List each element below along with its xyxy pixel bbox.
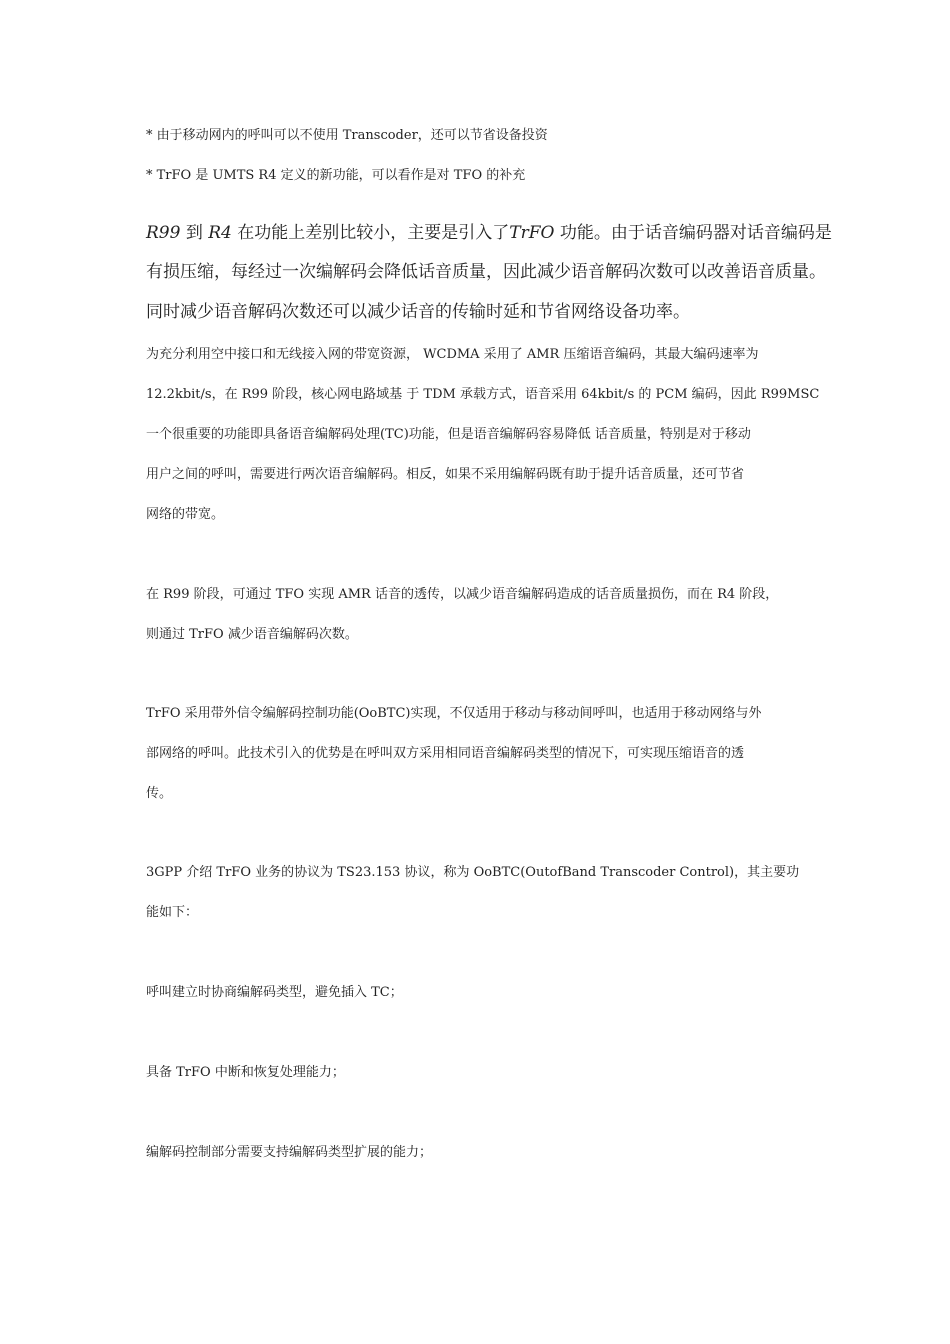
list-item: 编解码控制部分需要支持编解码类型扩展的能力； <box>146 1145 433 1160</box>
paragraph-line: 用户之间的呼叫，需要进行两次语音编解码。相反，如果不采用编解码既有助于提升话音质量，还可节省 <box>146 467 745 482</box>
bullet-line: * TrFO 是 UMTS R4 定义的新功能，可以看作是对 TFO 的补充 <box>146 168 526 183</box>
paragraph-line: TrFO 采用带外信令编解码控制功能(OoBTC)实现，不仅适用于移动与移动间呼叫，也适用于移动网络与外 <box>146 706 762 721</box>
paragraph-line: 为充分利用空中接口和无线接入网的带宽资源， WCDMA 采用了 AMR 压缩语音编码，其最大编码速率为 <box>146 347 759 362</box>
r4-term: R4 <box>208 223 232 243</box>
list-item: 具备 TrFO 中断和恢复处理能力； <box>146 1065 345 1080</box>
paragraph-line: 部网络的呼叫。此技术引入的优势是在呼叫双方采用相同语音编解码类型的情况下，可实现压缩语音的透 <box>146 746 745 761</box>
paragraph-line: 在 R99 阶段，可通过 TFO 实现 AMR 话音的透传，以减少语音编解码造成的话音质量损伤，而在 R4 阶段， <box>146 587 779 602</box>
trfo-term: TrFO <box>509 223 555 243</box>
intro-line-3: 同时减少语音解码次数还可以减少话音的传输时延和节省网络设备功率。 <box>146 302 690 322</box>
paragraph-line: 传。 <box>146 786 173 801</box>
intro-line-1: R99 到 R4 在功能上差别比较小，主要是引入了TrFO 功能。由于话音编码器对话音编码是 <box>146 223 832 243</box>
paragraph-line: 一个很重要的功能即具备语音编解码处理(TC)功能，但是语音编解码容易降低 话音质量，特别是对于移动 <box>146 427 751 442</box>
paragraph-line: 能如下： <box>146 905 199 920</box>
paragraph-line: 12.2kbit/s，在 R99 阶段，核心网电路域基 于 TDM 承载方式，语音采用 64kbit/s 的 PCM 编码，因此 R99MSC <box>146 387 820 402</box>
intro-line-2: 有损压缩，每经过一次编解码会降低话音质量，因此减少语音解码次数可以改善语音质量。 <box>146 262 826 282</box>
r99-term: R99 <box>146 223 181 243</box>
bullet-line: * 由于移动网内的呼叫可以不使用 Transcoder，还可以节省设备投资 <box>146 128 548 143</box>
paragraph-line: 3GPP 介绍 TrFO 业务的协议为 TS23.153 协议，称为 OoBTC(OutofBand Transcoder Control)，其主要功 <box>146 865 800 880</box>
list-item: 呼叫建立时协商编解码类型，避免插入 TC； <box>146 985 403 1000</box>
paragraph-line: 网络的带宽。 <box>146 507 225 522</box>
paragraph-line: 则通过 TrFO 减少语音编解码次数。 <box>146 627 358 642</box>
